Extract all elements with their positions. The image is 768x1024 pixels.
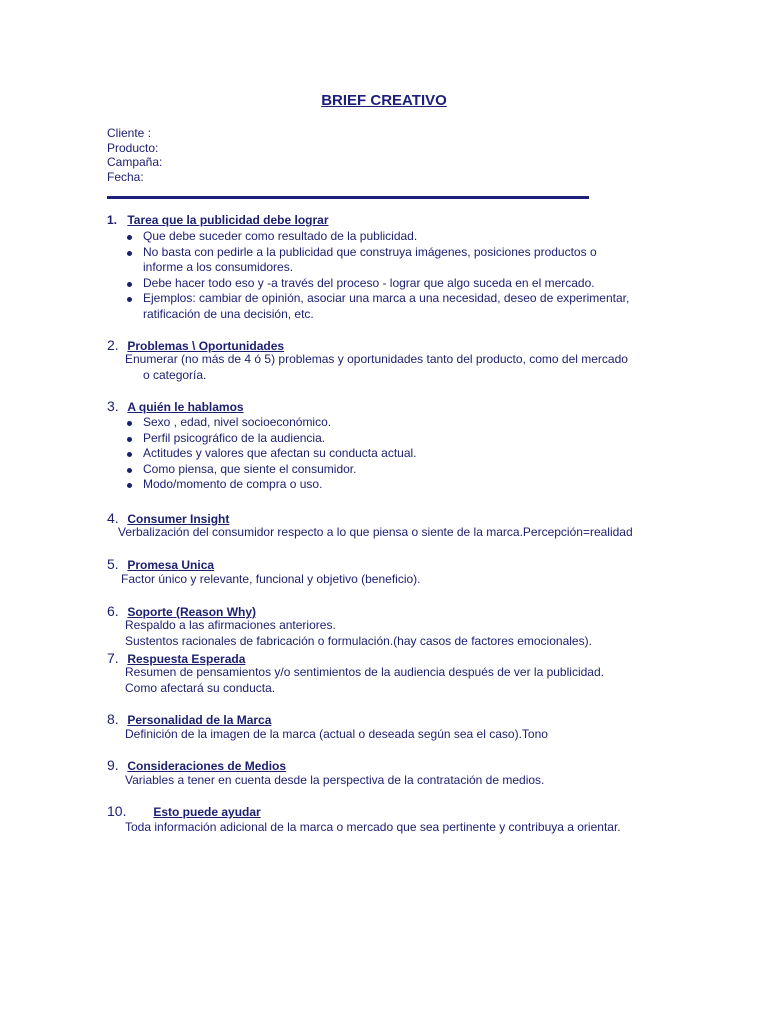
brief-meta <box>107 126 162 184</box>
page-title: BRIEF CREATIVO <box>321 92 447 109</box>
section-number: 2. <box>107 337 119 353</box>
section-heading: Personalidad de la Marca <box>127 713 272 727</box>
section-number: 7. <box>107 650 119 666</box>
section-9-header <box>107 757 286 773</box>
list-item: Que debe suceder como resultado de la publicidad. <box>125 229 629 245</box>
section-7-body <box>125 665 604 696</box>
body-line: Respaldo a las afirmaciones anteriores. <box>125 618 336 632</box>
meta-producto: Producto: <box>107 140 159 155</box>
body-line: o categoría. <box>143 367 207 382</box>
section-number: 1. <box>107 213 118 227</box>
list-item: Sexo , edad, nivel socioeconómico. <box>125 415 417 431</box>
section-heading: Tarea que la publicidad debe lograr <box>127 213 329 227</box>
section-number: 9. <box>107 757 119 773</box>
section-8-body <box>125 727 548 743</box>
body-line: Factor único y relevante, funcional y objetivo (beneficio). <box>121 572 421 586</box>
section-heading: Consumer Insight <box>127 512 230 526</box>
list-item-continuation: ratificación de una decisión, etc. <box>143 306 314 321</box>
section-10-header <box>107 803 261 819</box>
body-line: Variables a tener en cuenta desde la perspectiva de la contratación de medios. <box>125 773 545 787</box>
section-3-body <box>125 415 417 493</box>
section-4-header <box>107 510 229 526</box>
meta-fecha: Fecha: <box>107 169 144 184</box>
section-6-body <box>125 618 592 649</box>
body-line: Resumen de pensamientos y/o sentimientos de la audiencia después de ver la publicidad. <box>125 665 604 679</box>
section-number: 10. <box>107 803 127 819</box>
list-item-continuation: informe a los consumidores. <box>143 260 294 274</box>
section-heading: Promesa Unica <box>127 558 215 572</box>
divider-rule <box>107 196 589 199</box>
body-line: Enumerar (no más de 4 ó 5) problemas y oportunidades tanto del producto, como del mercado <box>125 352 628 366</box>
body-line: Como afectará su conducta. <box>125 680 276 695</box>
list-item: No basta con pedirle a la publicidad que construya imágenes, posiciones productos o <box>125 245 629 261</box>
list-item: Actitudes y valores que afectan su conducta actual. <box>125 446 417 462</box>
section-1-header <box>107 213 329 227</box>
list-item: Modo/momento de compra o uso. <box>125 477 417 493</box>
section-heading: Respuesta Esperada <box>127 652 246 666</box>
section-number: 6. <box>107 603 119 619</box>
list-item: Ejemplos: cambiar de opinión, asociar una marca a una necesidad, deseo de experimentar, <box>125 291 629 307</box>
body-line: Verbalización del consumidor respecto a lo que piensa o siente de la marca.Percepción=realidad <box>118 525 633 539</box>
meta-cliente: Cliente : <box>107 126 152 140</box>
section-number: 4. <box>107 510 119 526</box>
section-7-header <box>107 650 245 666</box>
section-5-header <box>107 556 214 572</box>
section-number: 5. <box>107 556 119 572</box>
body-line: Sustentos racionales de fabricación o formulación.(hay casos de factores emocionales). <box>125 633 592 648</box>
section-4-body <box>118 525 633 541</box>
section-8-header <box>107 711 271 727</box>
list-item: Perfil psicográfico de la audiencia. <box>125 431 417 447</box>
section-number: 3. <box>107 398 119 414</box>
section-6-header <box>107 603 256 619</box>
section-3-header <box>107 398 244 414</box>
section-1-body <box>125 229 629 322</box>
section-heading: Esto puede ayudar <box>153 805 261 819</box>
section-9-body <box>125 773 544 789</box>
section-number: 8. <box>107 711 119 727</box>
section-heading: Problemas \ Oportunidades <box>127 339 285 353</box>
meta-campana: Campaña: <box>107 155 163 169</box>
section-heading: Consideraciones de Medios <box>127 759 287 773</box>
list-item: Debe hacer todo eso y -a través del proceso - lograr que algo suceda en el mercado. <box>125 276 629 292</box>
section-5-body <box>121 572 421 588</box>
section-10-body <box>125 820 621 836</box>
body-line: Definición de la imagen de la marca (actual o deseada según sea el caso).Tono <box>125 727 548 741</box>
body-line: Toda información adicional de la marca o mercado que sea pertinente y contribuya a orientar. <box>125 820 621 834</box>
list-item: Como piensa, que siente el consumidor. <box>125 462 417 478</box>
section-heading: A quién le hablamos <box>127 400 244 414</box>
section-2-header <box>107 337 284 353</box>
section-heading: Soporte (Reason Why) <box>127 605 257 619</box>
section-2-body <box>125 352 628 383</box>
